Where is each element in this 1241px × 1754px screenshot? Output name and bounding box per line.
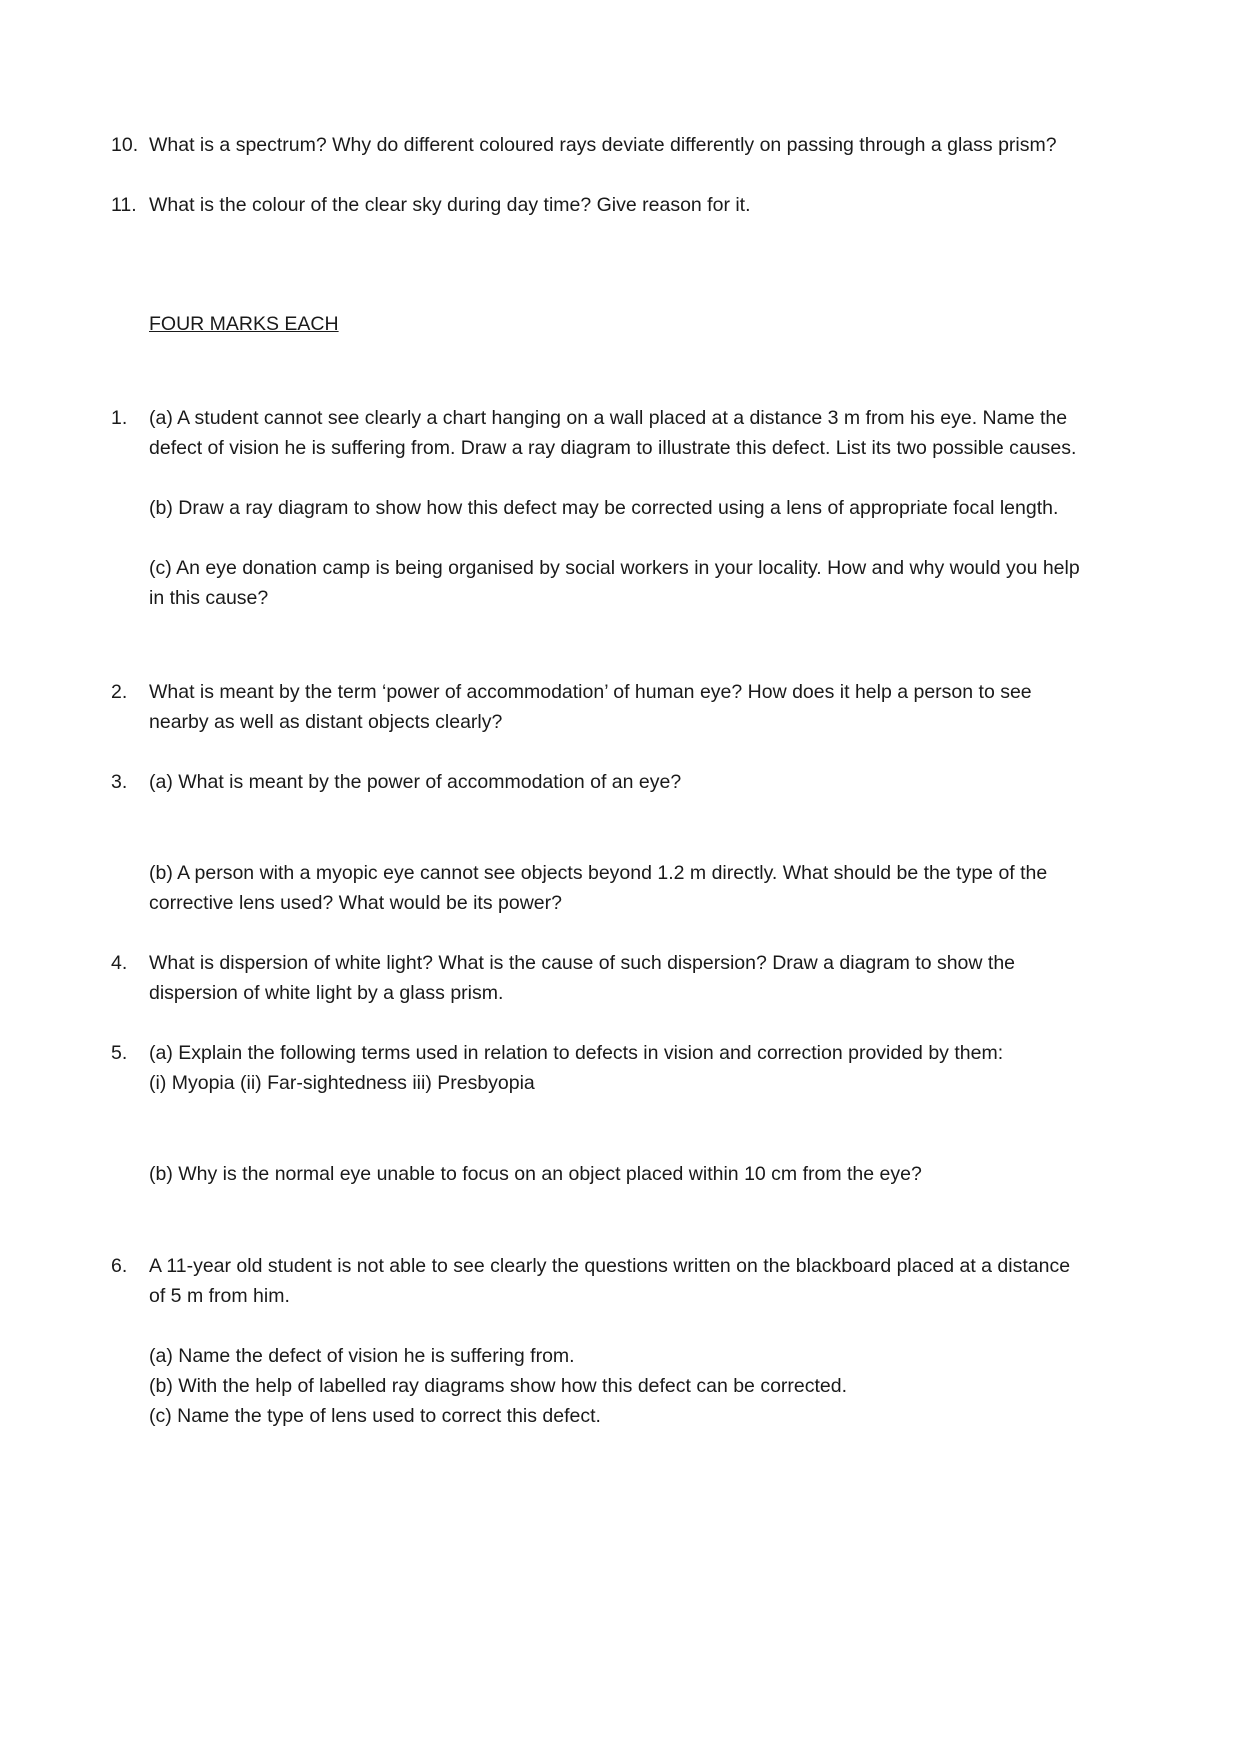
question-text: [149, 1038, 1189, 1098]
question-line: (b) Why is the normal eye unable to focus on an object placed within 10 cm from the eye?: [149, 1163, 922, 1185]
question-line: (a) Name the defect of vision he is suffering from.: [149, 1345, 575, 1367]
question-number: 4.: [111, 952, 128, 974]
question-line: (a) Explain the following terms used in relation to defects in vision and correction provided by them:: [149, 1042, 1004, 1064]
question-line: What is a spectrum? Why do different coloured rays deviate differently on passing through a glass prism?: [149, 134, 1057, 156]
question-line: nearby as well as distant objects clearly?: [149, 711, 503, 733]
question-number: 5.: [111, 1042, 128, 1064]
question-6-parts: [149, 1341, 1189, 1431]
question-text: [149, 677, 1189, 737]
question-1-part-c: [149, 553, 1189, 613]
question-number: 10.: [111, 134, 139, 156]
question-line: (a) A student cannot see clearly a chart hanging on a wall placed at a distance 3 m from his eye. Name the: [149, 407, 1068, 429]
question-line: A 11-year old student is not able to see clearly the questions written on the blackboard placed at a distance: [149, 1255, 1071, 1277]
question-text: [149, 767, 1189, 797]
question-line: What is dispersion of white light? What is the cause of such dispersion? Draw a diagram to show the: [149, 952, 1016, 974]
question-line: (b) A person with a myopic eye cannot see objects beyond 1.2 m directly. What should be the type of the: [149, 862, 1048, 884]
question-line: (i) Myopia (ii) Far-sightedness iii) Presbyopia: [149, 1072, 535, 1094]
question-number: 11.: [111, 194, 137, 216]
question-number: 6.: [111, 1255, 128, 1277]
question-text: [149, 948, 1189, 1008]
question-line: (b) With the help of labelled ray diagrams show how this defect can be corrected.: [149, 1375, 848, 1397]
question-text: [149, 403, 1189, 463]
question-text: [149, 190, 1189, 220]
question-text: [149, 130, 1189, 160]
question-line: dispersion of white light by a glass prism.: [149, 982, 504, 1004]
question-line: (a) What is meant by the power of accommodation of an eye?: [149, 771, 682, 793]
question-number: 3.: [111, 771, 128, 793]
question-line: defect of vision he is suffering from. Draw a ray diagram to illustrate this defect. List its two possible causes.: [149, 437, 1077, 459]
question-number: 1.: [111, 407, 128, 429]
section-heading: FOUR MARKS EACH: [149, 313, 339, 335]
question-line: of 5 m from him.: [149, 1285, 290, 1307]
question-number: 2.: [111, 681, 128, 703]
question-line: in this cause?: [149, 587, 269, 609]
question-line: (b) Draw a ray diagram to show how this defect may be corrected using a lens of appropriate focal length.: [149, 497, 1059, 519]
question-5-part-b: [149, 1159, 1189, 1189]
question-line: (c) An eye donation camp is being organised by social workers in your locality. How and why would you help: [149, 557, 1080, 579]
question-line: What is meant by the term ‘power of accommodation’ of human eye? How does it help a person to see: [149, 681, 1032, 703]
question-line: corrective lens used? What would be its power?: [149, 892, 562, 914]
question-line: (c) Name the type of lens used to correct this defect.: [149, 1405, 601, 1427]
question-3-part-b: [149, 858, 1189, 918]
question-line: What is the colour of the clear sky during day time? Give reason for it.: [149, 194, 751, 216]
question-1-part-b: [149, 493, 1189, 523]
question-text: [149, 1251, 1189, 1311]
